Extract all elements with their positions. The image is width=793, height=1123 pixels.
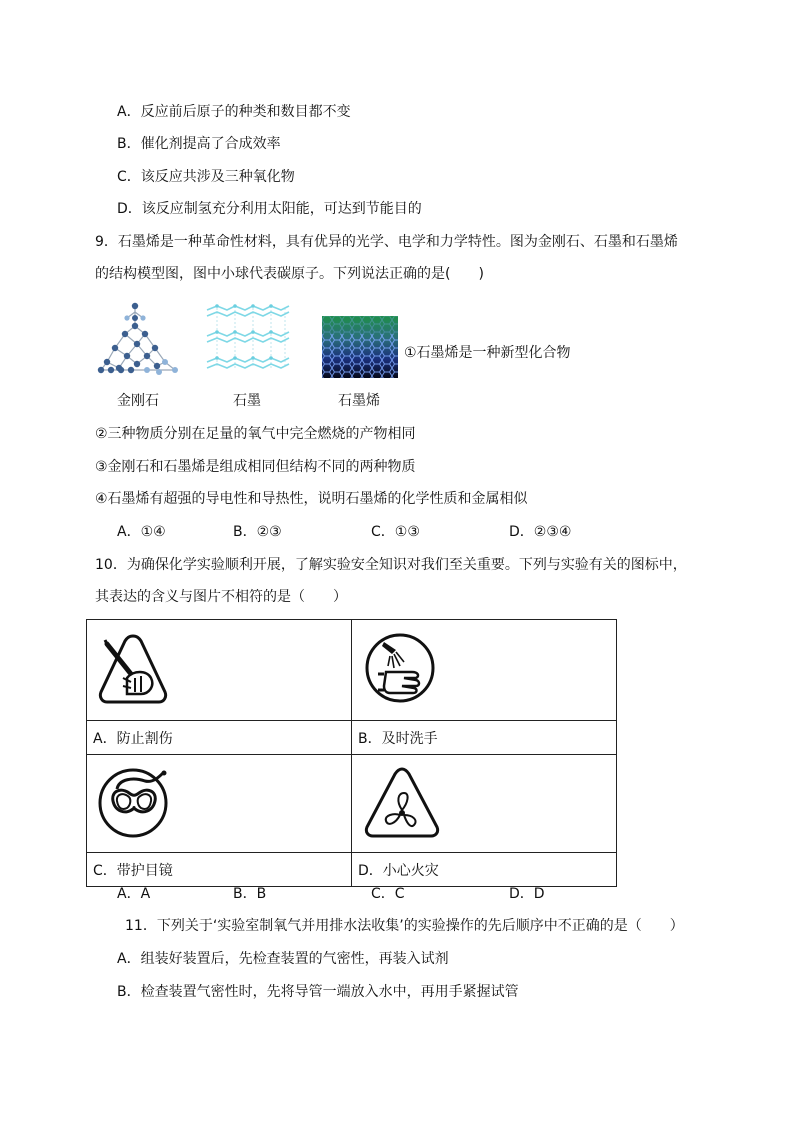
- graphite-structure-image: [205, 300, 290, 376]
- q9-statement-2: ②三种物质分别在足量的氧气中完全燃烧的产物相同: [95, 426, 416, 442]
- graphene-caption: 石墨烯: [338, 393, 380, 409]
- sign-label-a: A．防止割伤: [87, 721, 352, 755]
- q11-option-b: B．检查装置气密性时，先将导管一端放入水中，再用手紧握试管: [117, 984, 519, 1000]
- q9-option-a: A．①④: [117, 524, 166, 540]
- q11-stem: 11．下列关于‘实验室制氧气并用排水法收集’的实验操作的先后顺序中不正确的是（ ）: [125, 918, 684, 934]
- q10-stem-line1: 10．为确保化学实验顺利开展，了解实验安全知识对我们至关重要。下列与实验有关的图标中，: [95, 557, 687, 573]
- q10-option-d: D．D: [509, 886, 545, 902]
- q10-stem-line2: 其表达的含义与图片不相符的是（ ）: [95, 589, 347, 605]
- graphite-caption: 石墨: [233, 393, 261, 409]
- sign-cell-c: [87, 755, 352, 853]
- q8-option-b: B．催化剂提高了合成效率: [117, 136, 281, 152]
- q9-statement-1: ①石墨烯是一种新型化合物: [404, 345, 571, 361]
- graphene-structure-image: [322, 316, 398, 378]
- sign-label-b: B．及时洗手: [352, 721, 617, 755]
- q9-statement-3: ③金刚石和石墨烯是组成相同但结构不同的两种物质: [95, 459, 416, 475]
- diamond-caption: 金刚石: [117, 393, 159, 409]
- sign-label-c: C．带护目镜: [87, 853, 352, 887]
- sign-cell-a: [87, 620, 352, 721]
- q10-option-a: A．A: [117, 886, 151, 902]
- sign-cell-d: [352, 755, 617, 853]
- diamond-structure-image: [97, 298, 179, 376]
- q9-stem-line2: 的结构模型图，图中小球代表碳原子。下列说法正确的是( ): [95, 266, 484, 282]
- q9-option-d: D．②③④: [509, 524, 572, 540]
- q9-statement-4: ④石墨烯有超强的导电性和导热性，说明石墨烯的化学性质和金属相似: [95, 491, 528, 507]
- q10-option-b: B．B: [233, 886, 267, 902]
- fan-triangle-icon: [362, 765, 442, 839]
- q8-option-a: A．反应前后原子的种类和数目都不变: [117, 104, 351, 120]
- knife-triangle-icon: [97, 630, 169, 708]
- hand-wash-icon: [364, 630, 436, 706]
- q8-option-c: C．该反应共涉及三种氧化物: [117, 169, 295, 185]
- q9-option-b: B．②③: [233, 524, 282, 540]
- sign-cell-b: [352, 620, 617, 721]
- q10-option-c: C．C: [371, 886, 405, 902]
- q8-option-d: D．该反应制氢充分利用太阳能，可达到节能目的: [117, 201, 422, 217]
- q9-option-c: C．①③: [371, 524, 420, 540]
- goggles-icon: [97, 763, 171, 839]
- q11-option-a: A．组装好装置后，先检查装置的气密性，再装入试剂: [117, 951, 449, 967]
- safety-sign-table: [86, 619, 617, 887]
- sign-label-d: D．小心火灾: [352, 853, 617, 887]
- q9-stem-line1: 9．石墨烯是一种革命性材料，具有优异的光学、电学和力学特性。图为金刚石、石墨和石墨烯: [95, 234, 678, 250]
